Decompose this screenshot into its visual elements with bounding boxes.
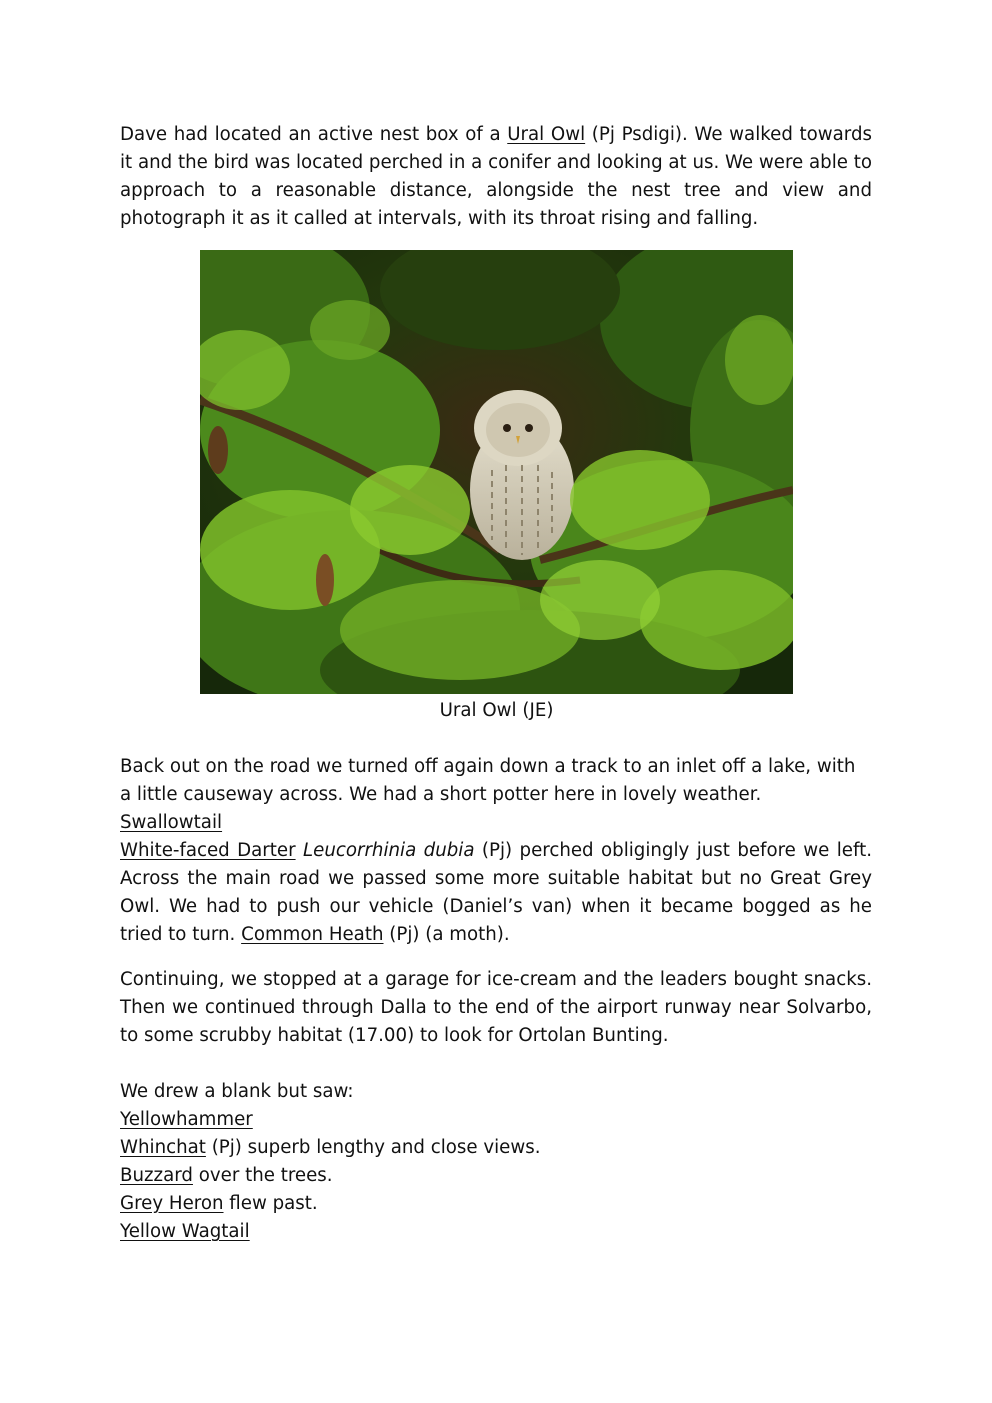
paragraph-ural-owl [120, 121, 872, 233]
species-note: flew past. [223, 1193, 318, 1214]
species-common-heath: Common Heath [241, 924, 384, 945]
text: Continuing, we stopped at a garage for ice-cream and the leaders bought snacks. Then we continued through Dalla to the end of the airport runway near Solvarbo, to some scrubby habitat (17.00) to look for Ortolan Bunting. [120, 969, 872, 1046]
species-white-faced-darter: White-faced Darter [120, 840, 296, 861]
species-buzzard: Buzzard [120, 1165, 193, 1186]
text: (Pj) perched obligingly just before we left. Across the main road we passed some more suitable habitat but no Great Grey Owl. We had to push our vehicle (Daniel’s van) when it became bogged as he tried to turn. [120, 840, 872, 945]
species-note: over the trees. [192, 1165, 333, 1186]
species-note: (Pj) superb lengthy and close views. [205, 1137, 541, 1158]
species-whinchat: Whinchat [120, 1137, 206, 1158]
latin-name: Leucorrhinia dubia [303, 840, 475, 861]
list-item [120, 1218, 872, 1246]
species-yellowhammer: Yellowhammer [120, 1109, 253, 1130]
ural-owl-photo [200, 250, 793, 694]
species-ural-owl: Ural Owl [507, 124, 586, 145]
species-yellow-wagtail: Yellow Wagtail [120, 1221, 250, 1242]
species-swallowtail: Swallowtail [120, 812, 223, 833]
list-intro: We drew a blank but saw: [120, 1081, 354, 1102]
paragraph-inlet [120, 753, 872, 949]
paragraph-garage [120, 966, 872, 1050]
list-item [120, 1134, 872, 1162]
list-item [120, 1162, 872, 1190]
species-grey-heron: Grey Heron [120, 1193, 224, 1214]
text: Back out on the road we turned off again down a track to an inlet off a lake, with a little causeway across. We had a short potter here in lovely weather. [120, 756, 856, 805]
text: Dave had located an active nest box of a [120, 124, 508, 145]
paragraph-species-list [120, 1078, 872, 1246]
text: (Pj Psdigi). We walked towards it and the bird was located perched in a conifer and looking at us. We were able to approach to a reasonable distance, alongside the nest tree and view and photograph it as it called at intervals, with its throat rising and falling. [120, 124, 872, 229]
text: (Pj) (a moth). [383, 924, 510, 945]
list-item [120, 1106, 872, 1134]
list-item [120, 1190, 872, 1218]
photo-caption: Ural Owl (JE) [439, 700, 554, 721]
